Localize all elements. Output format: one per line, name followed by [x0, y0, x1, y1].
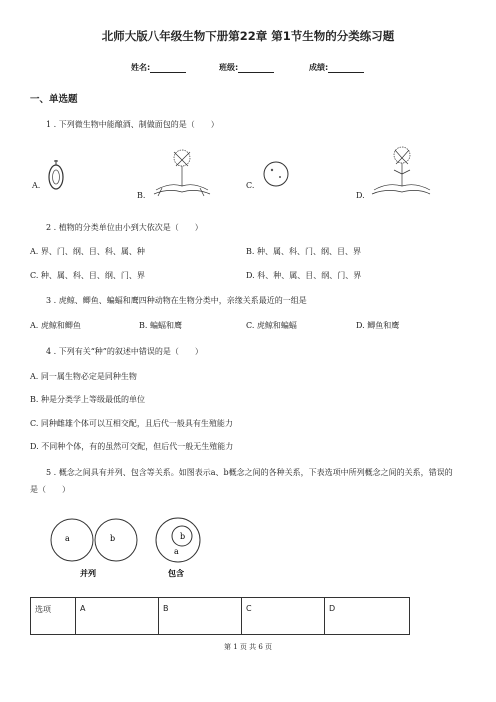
table-cell: D — [325, 598, 410, 635]
q3-option-b: B. 蝙蝠和鹰 — [139, 321, 182, 330]
q3-option-c: C. 虎鲸和蝙蝠 — [246, 321, 297, 330]
table-cell: C — [242, 598, 325, 635]
venn2-label-b: b — [180, 532, 186, 541]
mushroom-mold-picture — [368, 144, 432, 198]
page-title: 北师大版八年级生物下册第22章 第1节生物的分类练习题 — [101, 29, 395, 43]
table-header-row — [31, 598, 410, 635]
q2-option-c: C. 种、属、科、目、纲、门、界 — [30, 271, 145, 280]
venn1-label-b: b — [110, 534, 116, 543]
q2-option-a: A. 界、门、纲、目、科、属、种 — [30, 247, 145, 256]
table-cell: B — [159, 598, 242, 635]
q2-option-d: D. 科、种、属、目、纲、门、界 — [246, 271, 362, 280]
table-cell: A — [76, 598, 159, 635]
score-field: 成绩: — [309, 62, 364, 73]
venn1-label-a: a — [65, 534, 70, 543]
venn2-label-a: a — [174, 547, 179, 556]
class-field: 班级: — [219, 62, 274, 73]
bacterium-picture — [259, 157, 293, 191]
q3-option-d: D. 鲫鱼和鹰 — [356, 321, 400, 330]
q1-option-c: C. — [246, 181, 255, 190]
venn-contain-diagram — [154, 514, 214, 580]
q4-option-b: B. 种是分类学上等级最低的单位 — [30, 395, 145, 404]
q4-option-c: C. 同种雌雄个体可以互相交配，且后代一般具有生殖能力 — [30, 419, 233, 428]
answer-table — [30, 597, 410, 635]
q1-option-b: B. — [137, 191, 146, 200]
q3-option-a: A. 虎鲸和鲫鱼 — [30, 321, 81, 330]
venn2-caption: 包含 — [168, 569, 184, 578]
name-field: 姓名: — [131, 62, 186, 73]
q1-option-a: A. — [32, 181, 41, 190]
question-3: 3 . 虎鲸、鲫鱼、蝙蝠和鹰四种动物在生物分类中，亲缘关系最近的一组是 — [46, 296, 307, 305]
yeast-cell-picture — [44, 157, 68, 193]
mold-picture — [150, 148, 214, 198]
q2-option-b: B. 种、属、科、门、纲、目、界 — [246, 247, 361, 256]
question-2: 2 . 植物的分类单位由小到大依次是（ ） — [46, 223, 203, 232]
q4-option-d: D. 不同种个体，有的虽然可交配，但后代一般无生殖能力 — [30, 442, 234, 451]
q1-option-d: D. — [356, 191, 365, 200]
q4-option-a: A. 同一属生物必定是同种生物 — [30, 372, 137, 381]
venn1-caption: 并列 — [80, 569, 96, 578]
question-4: 4 . 下列有关“种”的叙述中错误的是（ ） — [46, 347, 203, 356]
section-title: 一、单选题 — [30, 94, 78, 105]
table-cell: 选项 — [31, 598, 76, 635]
question-5: 5 . 概念之间具有并列、包含等关系。如图表示a、b概念之间的各种关系，下表选项中所列概念之间的关系，错误的是（ ） — [30, 468, 453, 494]
question-1: 1 . 下列微生物中能酿酒、制做面包的是（ ） — [46, 120, 219, 129]
page-footer: 第 1 页 共 6 页 — [223, 643, 273, 651]
venn-parallel-diagram — [48, 518, 148, 580]
